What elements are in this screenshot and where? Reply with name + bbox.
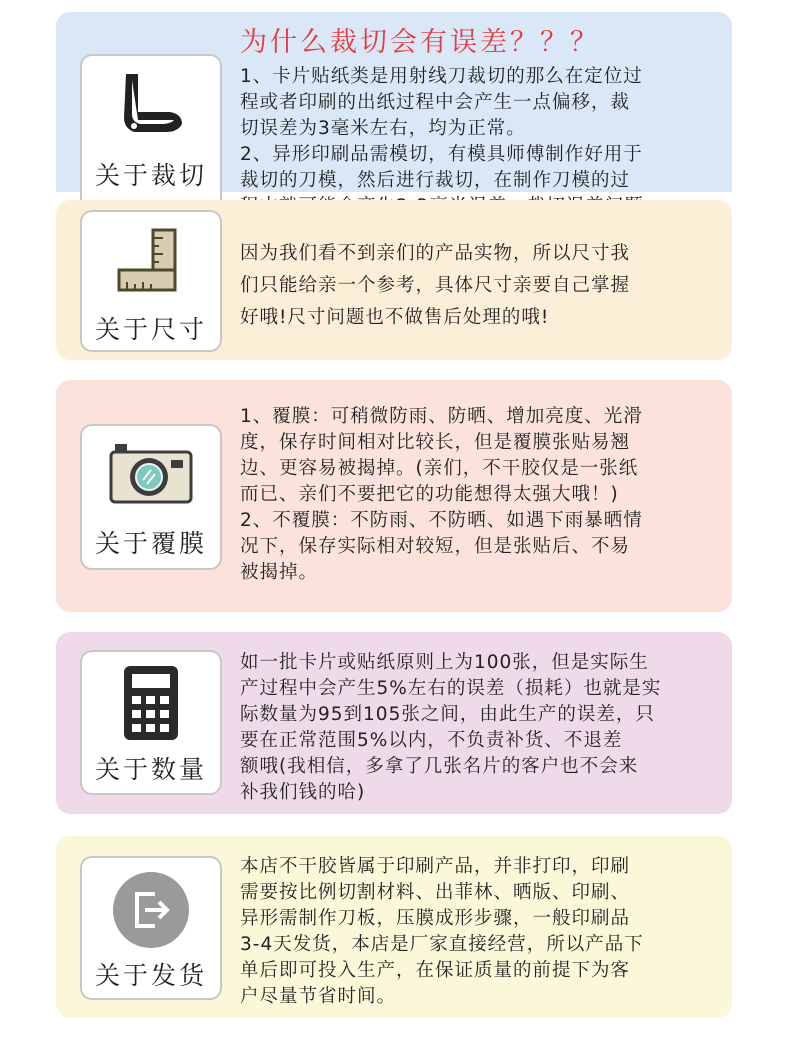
icon-box-lamination: [80, 424, 222, 570]
icon-box-quantity: [80, 650, 222, 795]
icon-box-cutting: [80, 54, 222, 214]
page-title: 为什么裁切会有误差？？？: [240, 27, 600, 58]
camera-icon: [105, 442, 197, 506]
card-cutting: [56, 12, 732, 192]
text-size: 因为我们看不到亲们的产品实物，所以尺寸我 们只能给亲一个参考，具体尺寸亲要自己掌握 好哦!尺寸问题也不做售后处理的哦!: [240, 243, 631, 328]
icon-box-size: [80, 210, 222, 352]
calculator-icon: [120, 664, 182, 742]
text-quantity: 如一批卡片或贴纸原则上为100张，但是实际生 产过程中会产生5%左右的误差（损耗）也就是实 际数量为95到105张之间，由此生产的误差，只 要在正常范围5%以内，不负责补货、不退差 额哦(我相信，多拿了几张名片的客户也不会来 补我们钱的哈): [240, 652, 662, 803]
cutter-icon: [116, 68, 186, 144]
label-size: 关于尺寸: [94, 315, 207, 344]
card-quantity: [56, 632, 732, 814]
label-shipping: 关于发货: [94, 961, 207, 990]
card-size: [56, 200, 732, 360]
card-shipping: [56, 836, 732, 1018]
text-shipping: 本店不干胶皆属于印刷产品，并非打印，印刷 需要按比例切割材料、出菲林、晒版、印刷、 异形需制作刀板，压膜成形步骤，一般印刷品 3-4天发货，本店是厂家直接经营，所以产品下 单后即可投入生产，在保证质量的前提下为客 户尽量节省时间。: [240, 856, 644, 1007]
card-lamination: [56, 380, 732, 612]
text-lamination: 1、覆膜：可稍微防雨、防晒、增加亮度、光滑 度，保存时间相对比较长，但是覆膜张贴易翘 边、更容易被揭掉。(亲们，不干胶仅是一张纸 而已、亲们不要把它的功能想得太强大哦！) 2、不覆膜：不防雨、不防晒、如遇下雨暴晒情 况下，保存实际相对较短，但是张贴后、不易 被揭掉。: [240, 406, 643, 583]
label-cutting: 关于裁切: [94, 161, 207, 190]
icon-box-shipping: [80, 856, 222, 1000]
ruler-icon: [113, 226, 189, 298]
exit-icon: [111, 870, 191, 950]
text-cutting: 1、卡片贴纸类是用射线刀裁切的那么在定位过 程或者印刷的出纸过程中会产生一点偏移，裁 切误差为3毫米左右，均为正常。 2、异形印刷品需模切，有模具师傅制作好用于 裁切的刀模，然后进行裁切，在制作刀模的过: [240, 66, 643, 191]
label-quantity: 关于数量: [94, 755, 207, 784]
label-lamination: 关于覆膜: [94, 529, 207, 558]
